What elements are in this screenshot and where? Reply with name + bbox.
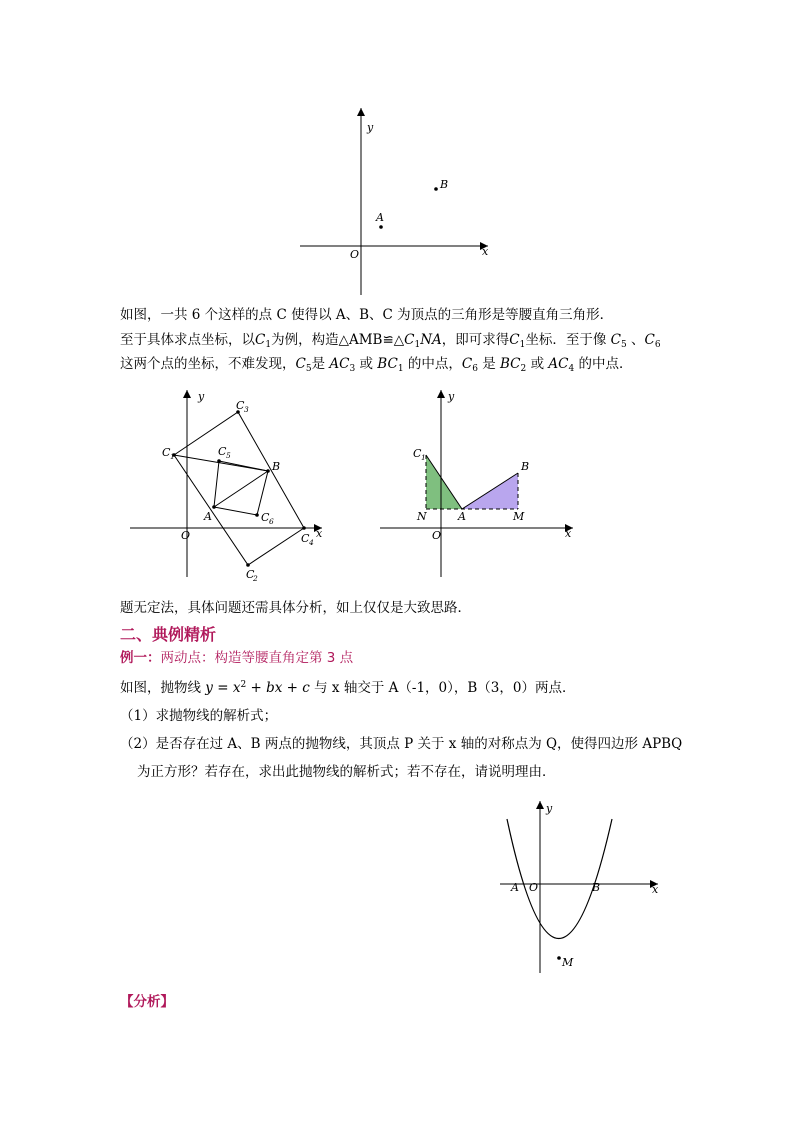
svg-text:y: y [198, 390, 205, 403]
svg-text:C: C [261, 511, 270, 524]
problem-question-1: （1）求抛物线的解析式； [120, 708, 278, 724]
svg-text:y: y [546, 802, 553, 815]
svg-text:x: x [316, 527, 323, 540]
paragraph-summary: 题无定法，具体问题还需具体分析，如上仅仅是大致思路． [120, 600, 471, 616]
figure-parabola [495, 795, 670, 975]
svg-text:B: B [592, 881, 601, 894]
problem-question-2-line-1: （2）是否存在过 A、B 两点的抛物线，其顶点 P 关于 x 轴的对称点为 Q，使得四边形 APBQ [120, 736, 683, 752]
svg-text:A: A [458, 510, 466, 523]
svg-text:x: x [652, 883, 659, 896]
svg-text:2: 2 [253, 574, 258, 583]
svg-text:x: x [565, 527, 572, 540]
svg-text:A: A [204, 510, 212, 523]
svg-text:5: 5 [226, 451, 231, 460]
paragraph-construction: 至于具体求点坐标，以$C_1$为例，构造$\triangle AMB≌\triangle C_1NA$，即可求得$C_1$坐标．至于像 $C_5$ 、$C_6$ [120, 332, 661, 350]
paragraph-six-points: 如图，一共 6 个这样的点 C 使得以 A、B、C 为顶点的三角形是等腰直角三角形． [120, 307, 614, 323]
section-title: 二、典例精析 [120, 625, 217, 644]
figure-six-points [120, 385, 330, 585]
svg-text:N: N [417, 510, 427, 523]
parabola-curve [507, 819, 612, 939]
svg-text:1: 1 [421, 453, 426, 462]
svg-text:B: B [521, 460, 530, 473]
svg-text:6: 6 [269, 517, 274, 526]
svg-text:M: M [513, 510, 525, 523]
svg-text:3: 3 [244, 405, 249, 414]
svg-text:C: C [162, 446, 171, 459]
analysis-label: 【分析】 [120, 994, 174, 1010]
paragraph-midpoints: 这两个点的坐标，不难发现，$C_5$是 $AC_3$ 或 $BC_1$ 的中点，$C_6$ 是 $BC_2$ 或 $AC_4$ 的中点． [120, 356, 633, 374]
figure-points-ab [290, 100, 500, 300]
svg-text:1: 1 [170, 452, 175, 461]
figure-congruent-triangles [375, 385, 585, 585]
problem-intro: 如图，抛物线 $y = x^2$ + bx + c 与 x 轴交于 A（-1，0），B（3，0）两点． [120, 680, 576, 696]
svg-text:B: B [272, 460, 281, 473]
problem-question-2-line-2: 为正方形？若存在，求出此抛物线的解析式；若不存在，请说明理由． [137, 764, 556, 780]
svg-text:C: C [236, 399, 245, 412]
svg-text:A: A [511, 881, 519, 894]
svg-text:C: C [218, 445, 227, 458]
svg-text:y: y [448, 390, 455, 403]
svg-text:C: C [413, 447, 422, 460]
svg-text:x: x [482, 245, 489, 258]
svg-text:M: M [562, 956, 574, 969]
svg-text:O: O [181, 529, 191, 542]
svg-text:O: O [350, 248, 360, 261]
svg-text:A: A [376, 211, 384, 224]
example-heading: 例一：两动点：构造等腰直角定第 3 点 [120, 650, 354, 666]
svg-text:y: y [367, 121, 374, 134]
svg-text:4: 4 [309, 538, 314, 547]
svg-text:C: C [301, 532, 310, 545]
svg-text:O: O [432, 529, 442, 542]
svg-text:O: O [529, 881, 539, 894]
svg-text:C: C [246, 568, 255, 581]
svg-text:B: B [440, 178, 449, 191]
